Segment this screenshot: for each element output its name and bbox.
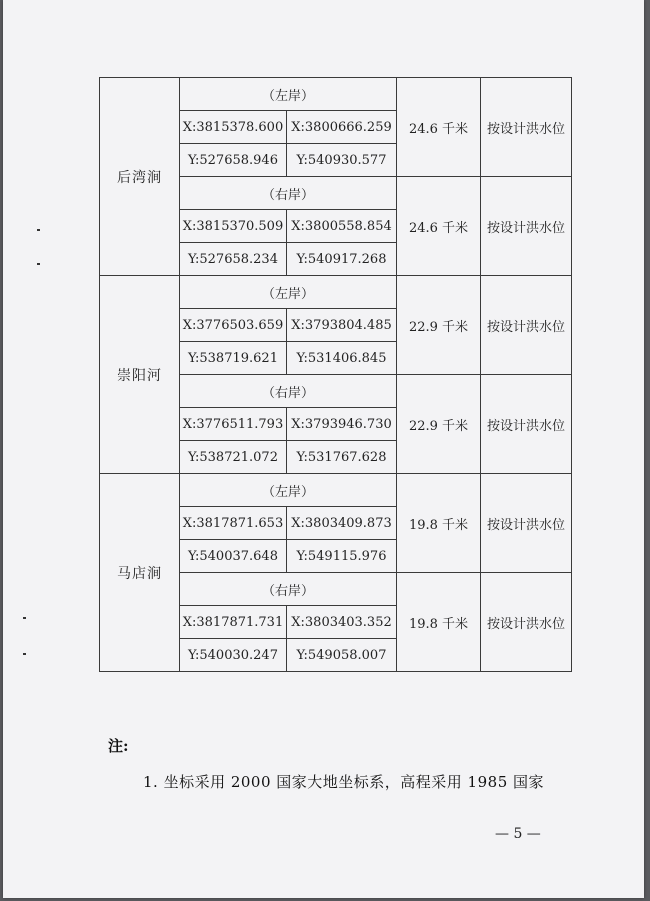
note-title: 注: bbox=[108, 737, 129, 755]
table-row bbox=[100, 78, 572, 111]
standard-cell: 按设计洪水位 bbox=[481, 474, 572, 573]
coord-y-end: Y:549058.007 bbox=[287, 639, 397, 672]
standard-cell: 按设计洪水位 bbox=[481, 375, 572, 474]
distance-cell: 24.6 千米 bbox=[397, 78, 481, 177]
binding-mark bbox=[37, 229, 40, 231]
river-name: 马店涧 bbox=[100, 474, 180, 672]
table-row bbox=[100, 474, 572, 507]
bank-side: （右岸） bbox=[180, 375, 397, 408]
coord-y-end: Y:549115.976 bbox=[287, 540, 397, 573]
river-boundary-table bbox=[99, 77, 572, 672]
coord-y-start: Y:540037.648 bbox=[180, 540, 287, 573]
coord-x-start: X:3817871.653 bbox=[180, 507, 287, 540]
bank-side: （右岸） bbox=[180, 177, 397, 210]
coord-y-end: Y:540930.577 bbox=[287, 144, 397, 177]
coord-x-end: X:3803403.352 bbox=[287, 606, 397, 639]
coord-x-start: X:3776511.793 bbox=[180, 408, 287, 441]
bank-side: （左岸） bbox=[180, 276, 397, 309]
distance-cell: 19.8 千米 bbox=[397, 474, 481, 573]
standard-cell: 按设计洪水位 bbox=[481, 177, 572, 276]
coord-x-start: X:3815378.600 bbox=[180, 111, 287, 144]
coord-x-start: X:3817871.731 bbox=[180, 606, 287, 639]
coord-y-end: Y:531406.845 bbox=[287, 342, 397, 375]
distance-cell: 19.8 千米 bbox=[397, 573, 481, 672]
river-name: 后湾涧 bbox=[100, 78, 180, 276]
distance-cell: 24.6 千米 bbox=[397, 177, 481, 276]
document-page bbox=[3, 0, 644, 898]
coord-x-end: X:3800558.854 bbox=[287, 210, 397, 243]
binding-mark bbox=[37, 263, 40, 265]
distance-cell: 22.9 千米 bbox=[397, 276, 481, 375]
coord-x-end: X:3800666.259 bbox=[287, 111, 397, 144]
table-row bbox=[100, 276, 572, 309]
coord-x-start: X:3776503.659 bbox=[180, 309, 287, 342]
coord-y-start: Y:527658.946 bbox=[180, 144, 287, 177]
standard-cell: 按设计洪水位 bbox=[481, 573, 572, 672]
coord-x-end: X:3793946.730 bbox=[287, 408, 397, 441]
distance-cell: 22.9 千米 bbox=[397, 375, 481, 474]
river-name: 崇阳河 bbox=[100, 276, 180, 474]
standard-cell: 按设计洪水位 bbox=[481, 78, 572, 177]
coord-y-end: Y:531767.628 bbox=[287, 441, 397, 474]
coord-x-start: X:3815370.509 bbox=[180, 210, 287, 243]
bank-side: （左岸） bbox=[180, 78, 397, 111]
bank-side: （右岸） bbox=[180, 573, 397, 606]
binding-mark bbox=[23, 617, 26, 619]
coord-y-start: Y:538721.072 bbox=[180, 441, 287, 474]
coord-x-end: X:3803409.873 bbox=[287, 507, 397, 540]
coord-y-start: Y:538719.621 bbox=[180, 342, 287, 375]
coord-x-end: X:3793804.485 bbox=[287, 309, 397, 342]
bank-side: （左岸） bbox=[180, 474, 397, 507]
coord-y-start: Y:527658.234 bbox=[180, 243, 287, 276]
coord-y-end: Y:540917.268 bbox=[287, 243, 397, 276]
coord-y-start: Y:540030.247 bbox=[180, 639, 287, 672]
note-line: 1. 坐标采用 2000 国家大地坐标系，高程采用 1985 国家 bbox=[143, 773, 545, 791]
page-number: — 5 — bbox=[495, 826, 541, 842]
binding-mark bbox=[23, 653, 26, 655]
standard-cell: 按设计洪水位 bbox=[481, 276, 572, 375]
